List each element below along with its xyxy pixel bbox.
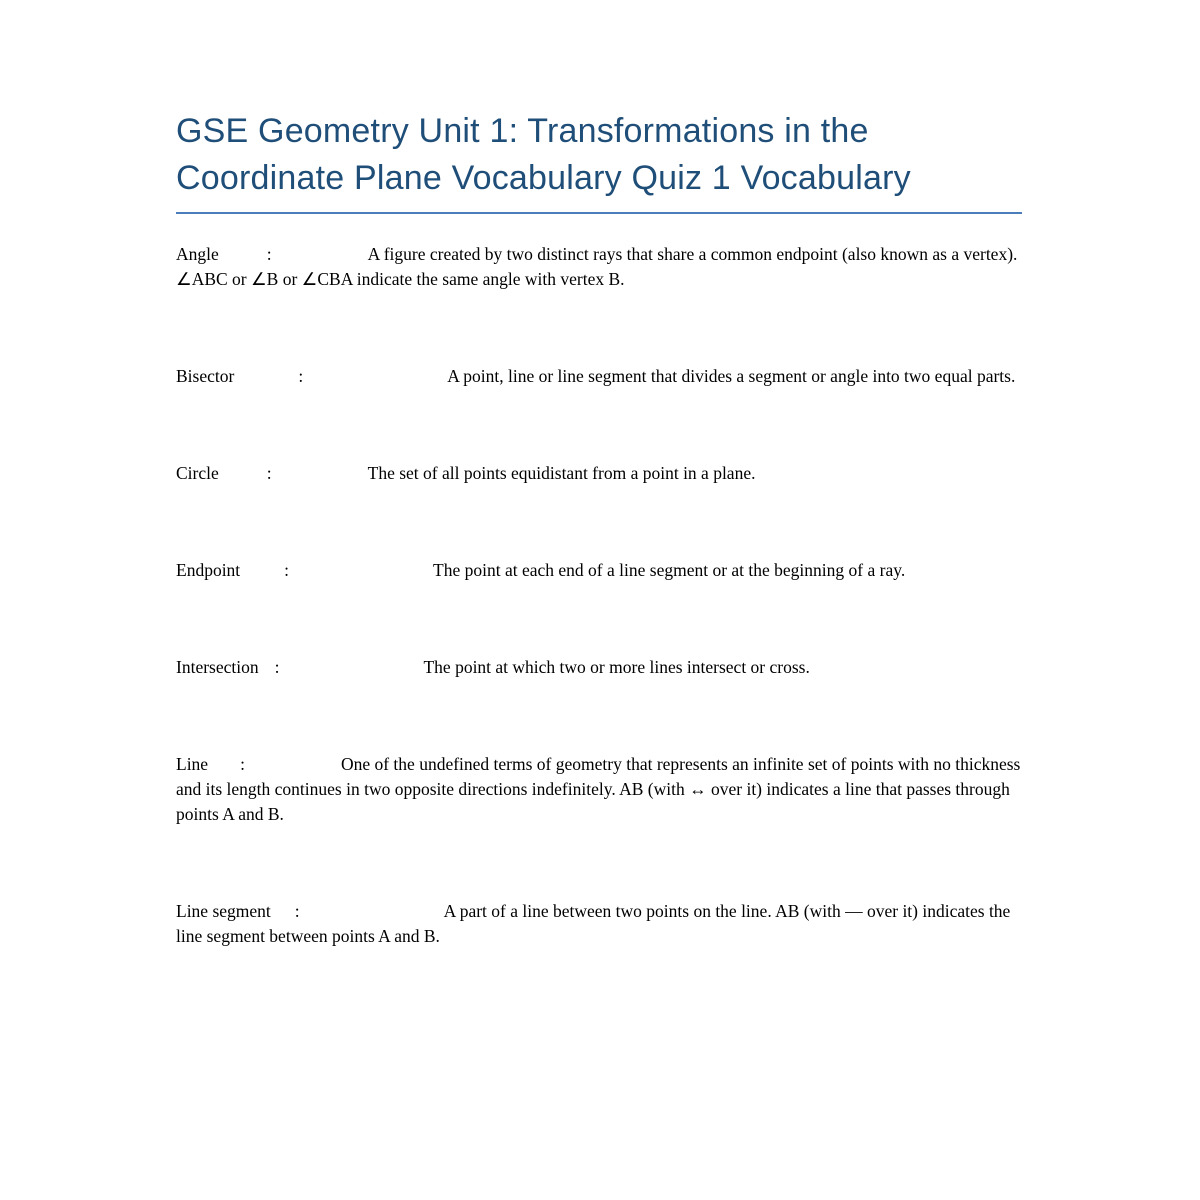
list-item bbox=[176, 461, 1024, 486]
vocabulary-definition: A part of a line between two points on the line. AB (with — over it) indicates the line segment between points A and B. bbox=[176, 901, 1011, 946]
list-item bbox=[176, 364, 1024, 389]
page-title: GSE Geometry Unit 1: Transformations in the Coordinate Plane Vocabulary Quiz 1 Vocabulary bbox=[176, 108, 1022, 214]
vocabulary-colon: : bbox=[266, 463, 272, 483]
vocabulary-term: Line bbox=[176, 754, 209, 774]
vocabulary-definition: The point at which two or more lines intersect or cross. bbox=[423, 657, 810, 677]
vocabulary-colon: : bbox=[240, 754, 245, 774]
vocabulary-definition: The point at each end of a line segment or at the beginning of a ray. bbox=[433, 560, 906, 580]
vocabulary-colon: : bbox=[274, 657, 280, 677]
vocabulary-colon: : bbox=[284, 560, 290, 580]
vocabulary-term: Angle bbox=[176, 244, 219, 264]
vocabulary-list bbox=[176, 242, 1024, 949]
vocabulary-colon: : bbox=[266, 244, 272, 264]
vocabulary-colon: : bbox=[298, 366, 304, 386]
vocabulary-term: Bisector bbox=[176, 366, 235, 386]
list-item bbox=[176, 899, 1024, 949]
vocabulary-term: Line segment bbox=[176, 901, 271, 921]
vocabulary-definition: One of the undefined terms of geometry that represents an infinite set of points with no thickness and its length continues in two opposite directions indefinitely. AB (with ↔ over it) indicates a line that passes through points A and B. bbox=[176, 754, 1021, 824]
vocabulary-term: Intersection bbox=[176, 657, 259, 677]
vocabulary-colon: : bbox=[294, 901, 300, 921]
document-body bbox=[176, 108, 1024, 949]
vocabulary-term: Endpoint bbox=[176, 560, 241, 580]
vocabulary-definition: The set of all points equidistant from a point in a plane. bbox=[367, 463, 756, 483]
vocabulary-definition: A figure created by two distinct rays that share a common endpoint (also known as a vertex). ∠ABC or ∠B or ∠CBA indicate the same angle with vertex B. bbox=[176, 244, 1018, 289]
vocabulary-term: Circle bbox=[176, 463, 219, 483]
list-item bbox=[176, 655, 1024, 680]
list-item bbox=[176, 558, 1024, 583]
vocabulary-definition: A point, line or line segment that divides a segment or angle into two equal parts. bbox=[447, 366, 1016, 386]
list-item bbox=[176, 752, 1024, 827]
list-item bbox=[176, 242, 1024, 292]
